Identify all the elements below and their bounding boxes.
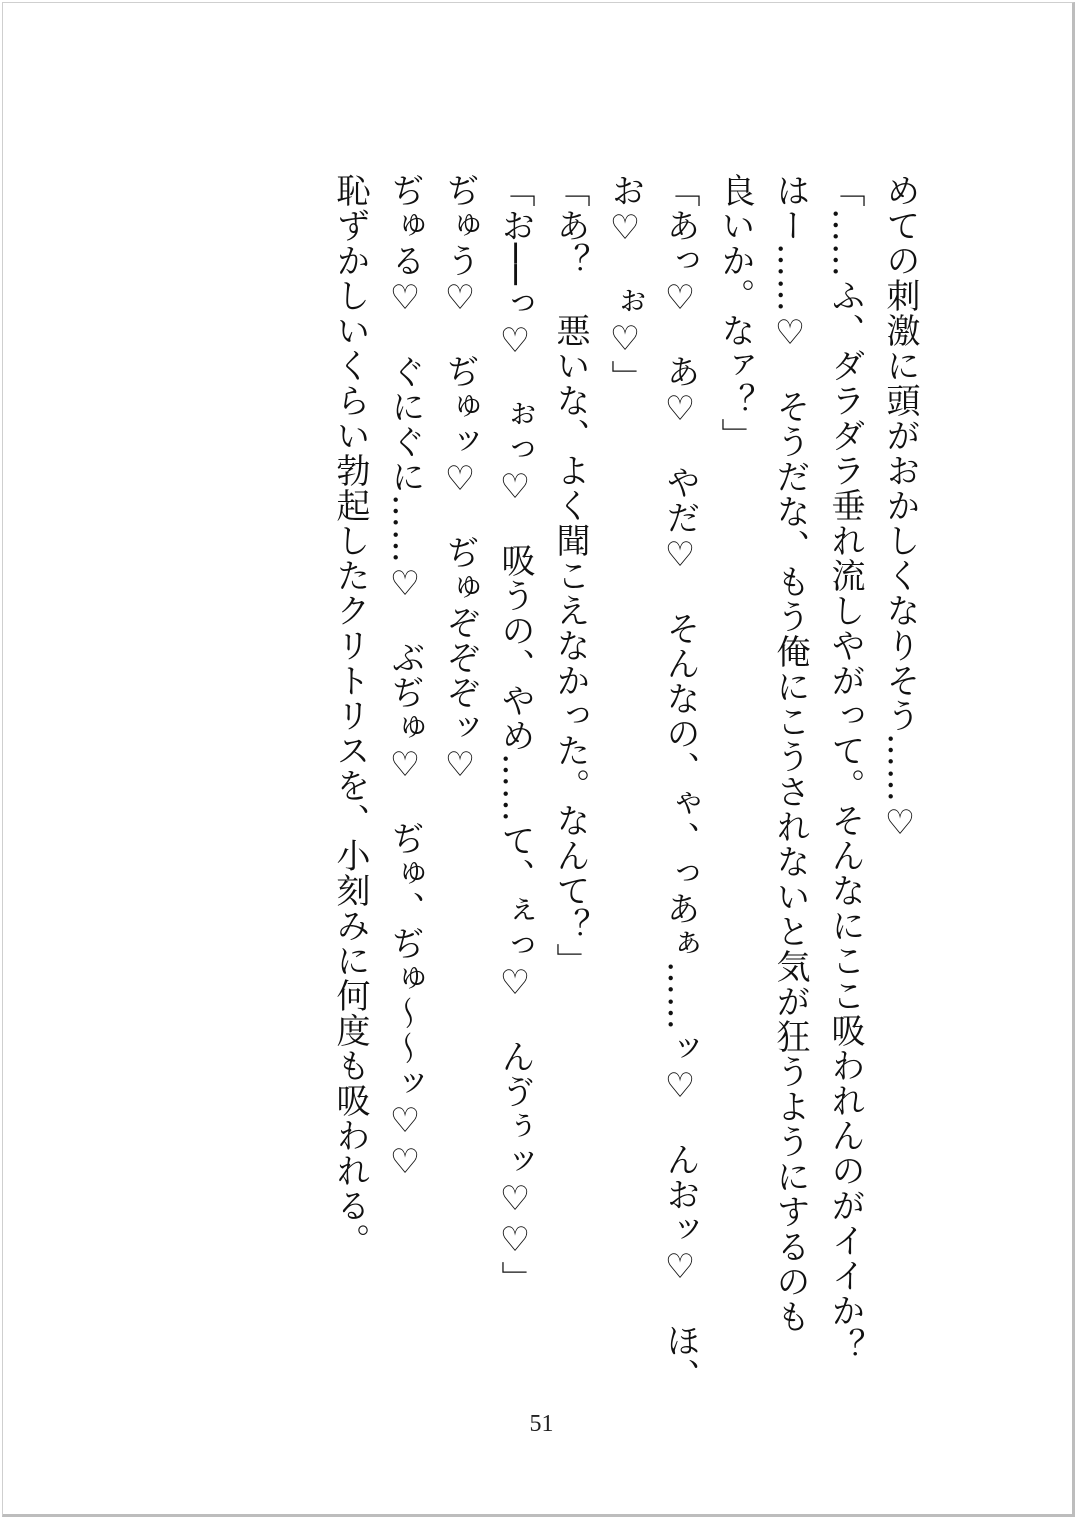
text-line-8: 「あ？ 悪いな、よく聞こえなかった。なんて？」 <box>550 173 590 978</box>
text-line-3: 「……ふ、ダラダラ垂れ流しやがって。そんなにここ吸われんのがイイか？ <box>825 173 865 1363</box>
text-line-9: 「お──っ♡ ぉっ♡ 吸うの、やめ……て、ぇっ♡ んゔぅッ♡♡」 <box>495 173 535 1296</box>
text-line-5: 良いか。なァ？」 <box>715 173 755 453</box>
text-line-1: めての刺激に頭がおかしくなりそう……♡ <box>880 173 920 844</box>
text-line-6: 「あっ♡ あ♡ やだ♡ そんなの、ゃ、っあぁ……ッ♡ んおッ♡ ほ、 <box>660 173 700 1393</box>
page <box>2 2 1075 1517</box>
text-line-11: ぢゅう♡ ぢゅッ♡ ぢゅぞぞぞッ♡ <box>440 173 480 786</box>
text-line-12: ぢゅる♡ ぐにぐに……♡ ぶぢゅ♡ ぢゅ、ぢゅ〜〜ッ♡♡ <box>385 173 425 1183</box>
body-text <box>137 173 927 1393</box>
text-line-4: はー……♡ そうだな、もう俺にこうされないと気が狂うようにするのも <box>770 173 810 1334</box>
text-line-7: お♡ ぉ♡」 <box>605 173 645 395</box>
text-line-14: 恥ずかしいくらい勃起したクリトリスを、小刻みに何度も吸われる。 <box>330 173 370 1258</box>
page-number: 51 <box>529 1411 554 1437</box>
